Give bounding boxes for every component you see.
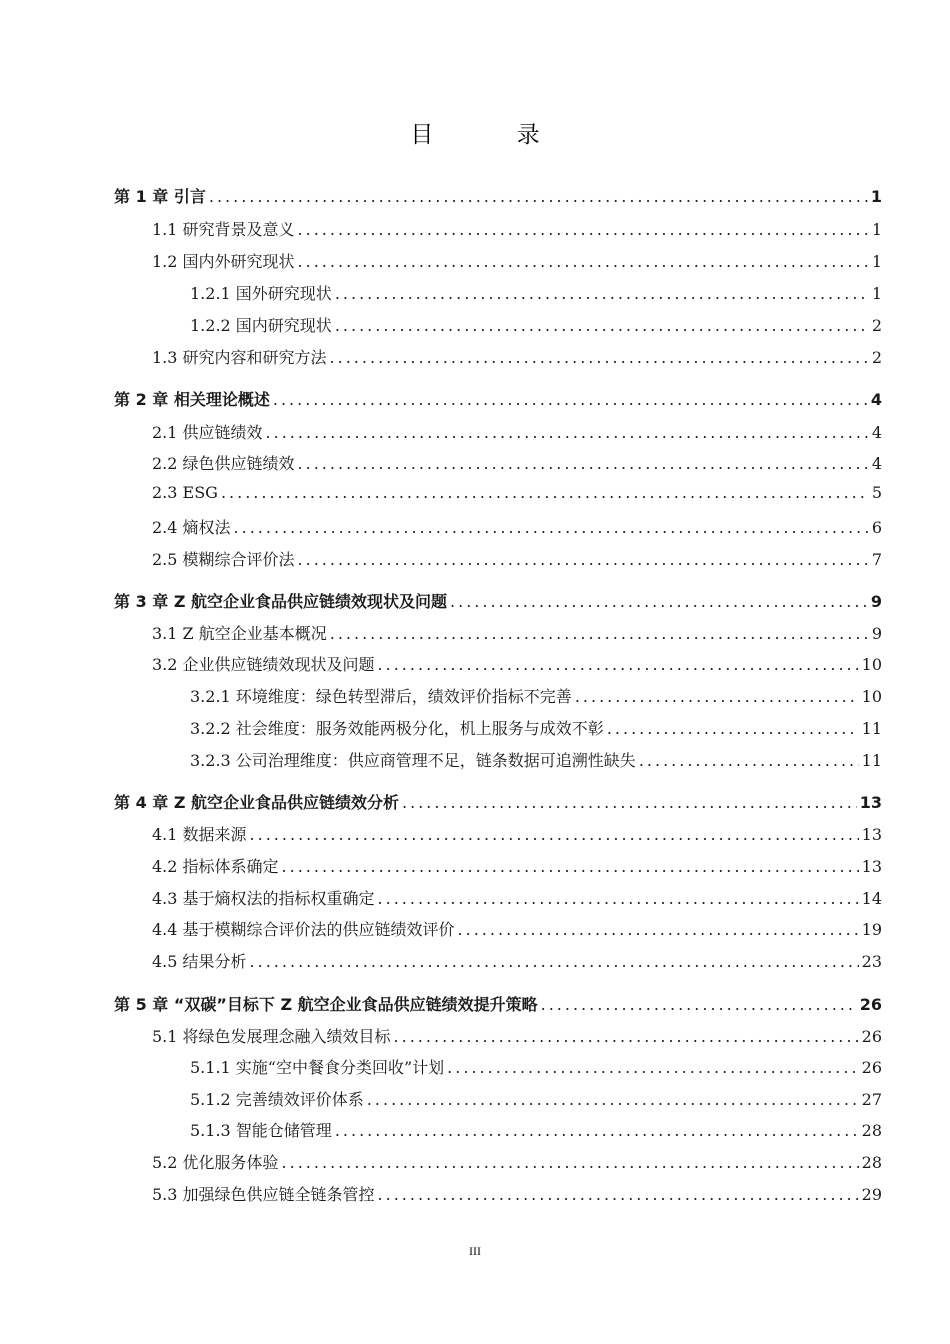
toc-entry-label: 3.1 Z 航空企业基本概况: [152, 624, 327, 643]
toc-entry-label: 4.1 数据来源: [152, 825, 247, 844]
toc-entry-label: 5.1.1 实施“空中餐食分类回收”计划: [190, 1058, 445, 1077]
dot-leader: [273, 390, 868, 409]
toc-section-2-5[interactable]: [152, 547, 882, 570]
dot-leader: [607, 719, 859, 738]
dot-leader: [209, 187, 868, 206]
dot-leader: [639, 751, 859, 770]
dot-leader: [298, 454, 869, 473]
dot-leader: [575, 687, 859, 706]
toc-page-number: 26: [861, 1027, 882, 1046]
toc-subsection-1-2-1[interactable]: [190, 281, 882, 304]
toc-entry-label: 3.2.2 社会维度：服务效能两极分化，机上服务与成效不彰: [190, 719, 604, 738]
toc-entry-label: 1.2 国内外研究现状: [152, 252, 295, 271]
dot-leader: [378, 655, 859, 674]
toc-subsection-1-2-2[interactable]: [190, 313, 882, 336]
toc-page-number: 29: [861, 1185, 882, 1204]
toc-section-2-1[interactable]: [152, 420, 882, 443]
dot-leader: [282, 1153, 859, 1172]
toc-entry-label: 2.4 熵权法: [152, 518, 231, 537]
toc-page-number: 11: [861, 719, 882, 738]
toc-page-number: 1: [870, 187, 882, 206]
toc-chapter-5[interactable]: [114, 992, 882, 1015]
dot-leader: [378, 1185, 859, 1204]
toc-entry-label: 3.2.1 环境维度：绿色转型滞后，绩效评价指标不完善: [190, 687, 572, 706]
toc-section-1-1[interactable]: [152, 217, 882, 240]
toc-entry-label: 4.3 基于熵权法的指标权重确定: [152, 889, 375, 908]
toc-page-number: 5: [871, 483, 882, 502]
dot-leader: [367, 1090, 859, 1109]
toc-subsection-5-1-1[interactable]: [190, 1055, 882, 1078]
toc-entry-label: 5.3 加强绿色供应链全链条管控: [152, 1185, 375, 1204]
toc-page-number: 14: [861, 889, 882, 908]
dot-leader: [335, 316, 869, 335]
toc-entry-label: 1.2.1 国外研究现状: [190, 284, 332, 303]
toc-page-number: 1: [871, 252, 882, 271]
toc-section-5-3[interactable]: [152, 1182, 882, 1205]
toc-chapter-3[interactable]: [114, 589, 882, 612]
dot-leader: [541, 995, 857, 1014]
toc-subsection-5-1-3[interactable]: [190, 1118, 882, 1141]
toc-page-number: 13: [861, 857, 882, 876]
toc-page-number: 9: [871, 624, 882, 643]
dot-leader: [298, 252, 869, 271]
toc-section-4-3[interactable]: [152, 886, 882, 909]
toc-page-number: 7: [871, 550, 882, 569]
toc-page-number: 1: [871, 284, 882, 303]
dot-leader: [250, 952, 859, 971]
toc-section-5-1[interactable]: [152, 1024, 882, 1047]
toc-page-number: 2: [871, 316, 882, 335]
toc-entry-label: 第 4 章 Z 航空企业食品供应链绩效分析: [114, 793, 400, 812]
toc-entry-label: 4.2 指标体系确定: [152, 857, 279, 876]
dot-leader: [402, 793, 857, 812]
dot-leader: [335, 1121, 859, 1140]
toc-page-number: 4: [870, 390, 882, 409]
dot-leader: [298, 550, 869, 569]
toc-page-number: 2: [871, 348, 882, 367]
toc-entry-label: 5.1.2 完善绩效评价体系: [190, 1090, 364, 1109]
toc-subsection-3-2-3[interactable]: [190, 748, 882, 771]
toc-entry-label: 1.2.2 国内研究现状: [190, 316, 332, 335]
toc-page-number: 4: [871, 454, 882, 473]
toc-section-4-4[interactable]: [152, 917, 882, 940]
toc-chapter-1[interactable]: [114, 184, 882, 207]
toc-entry-label: 2.3 ESG: [152, 483, 218, 502]
page-number-footer: III: [469, 1244, 481, 1258]
toc-section-1-3[interactable]: [152, 345, 882, 368]
dot-leader: [282, 857, 859, 876]
toc-entry-label: 第 1 章 引言: [114, 187, 206, 206]
toc-entry-label: 5.1.3 智能仓储管理: [190, 1121, 332, 1140]
toc-page-number: 10: [861, 687, 882, 706]
toc-page-number: 13: [861, 825, 882, 844]
toc-entry-label: 2.2 绿色供应链绩效: [152, 454, 295, 473]
dot-leader: [330, 348, 869, 367]
dot-leader: [335, 284, 869, 303]
toc-entry-label: 2.5 模糊综合评价法: [152, 550, 295, 569]
toc-page-number: 9: [870, 592, 882, 611]
toc-entry-label: 第 3 章 Z 航空企业食品供应链绩效现状及问题: [114, 592, 448, 611]
dot-leader: [450, 592, 868, 611]
dot-leader: [330, 624, 869, 643]
toc-page-number: 26: [859, 995, 882, 1014]
dot-leader: [394, 1027, 859, 1046]
toc-entry-label: 第 5 章 “双碳”目标下 Z 航空企业食品供应链绩效提升策略: [114, 995, 538, 1014]
toc-page-number: 28: [861, 1153, 882, 1172]
toc-page-number: 19: [861, 920, 882, 939]
dot-leader: [378, 889, 859, 908]
toc-page-number: 26: [861, 1058, 882, 1077]
toc-page-number: 23: [861, 952, 882, 971]
toc-page-number: 1: [871, 220, 882, 239]
toc-page-number: 27: [861, 1090, 882, 1109]
toc-entry-label: 2.1 供应链绩效: [152, 423, 263, 442]
toc-page-number: 28: [861, 1121, 882, 1140]
toc-subsection-3-2-1[interactable]: [190, 684, 882, 707]
toc-entry-label: 4.4 基于模糊综合评价法的供应链绩效评价: [152, 920, 455, 939]
toc-entry-label: 5.1 将绿色发展理念融入绩效目标: [152, 1027, 391, 1046]
dot-leader: [447, 1058, 858, 1077]
toc-chapter-2[interactable]: [114, 387, 882, 410]
dot-leader: [234, 518, 869, 537]
toc-section-2-4[interactable]: [152, 515, 882, 538]
dot-leader: [298, 220, 869, 239]
toc-title: 目 录: [410, 122, 578, 148]
toc-page-number: 6: [871, 518, 882, 537]
toc-section-4-2[interactable]: [152, 854, 882, 877]
toc-page-number: 11: [861, 751, 882, 770]
toc-section-2-2[interactable]: [152, 451, 882, 474]
toc-section-3-1[interactable]: [152, 621, 882, 644]
toc-entry-label: 第 2 章 相关理论概述: [114, 390, 270, 409]
toc-chapter-4[interactable]: [114, 790, 882, 813]
toc-entry-label: 3.2 企业供应链绩效现状及问题: [152, 655, 375, 674]
dot-leader: [250, 825, 859, 844]
toc-subsection-3-2-2[interactable]: [190, 716, 882, 739]
toc-page-number: 4: [871, 423, 882, 442]
toc-page-number: 13: [859, 793, 882, 812]
toc-section-2-3[interactable]: [152, 483, 882, 502]
toc-section-1-2[interactable]: [152, 249, 882, 272]
toc-entry-label: 1.3 研究内容和研究方法: [152, 348, 327, 367]
dot-leader: [266, 423, 869, 442]
toc-section-3-2[interactable]: [152, 652, 882, 675]
toc-entry-label: 4.5 结果分析: [152, 952, 247, 971]
toc-page-number: 10: [861, 655, 882, 674]
toc-section-4-5[interactable]: [152, 949, 882, 972]
toc-section-5-2[interactable]: [152, 1150, 882, 1173]
dot-leader: [458, 920, 859, 939]
toc-entry-label: 3.2.3 公司治理维度：供应商管理不足，链条数据可追溯性缺失: [190, 751, 636, 770]
toc-subsection-5-1-2[interactable]: [190, 1087, 882, 1110]
toc-entry-label: 1.1 研究背景及意义: [152, 220, 295, 239]
toc-entry-label: 5.2 优化服务体验: [152, 1153, 279, 1172]
dot-leader: [221, 483, 869, 502]
toc-section-4-1[interactable]: [152, 822, 882, 845]
